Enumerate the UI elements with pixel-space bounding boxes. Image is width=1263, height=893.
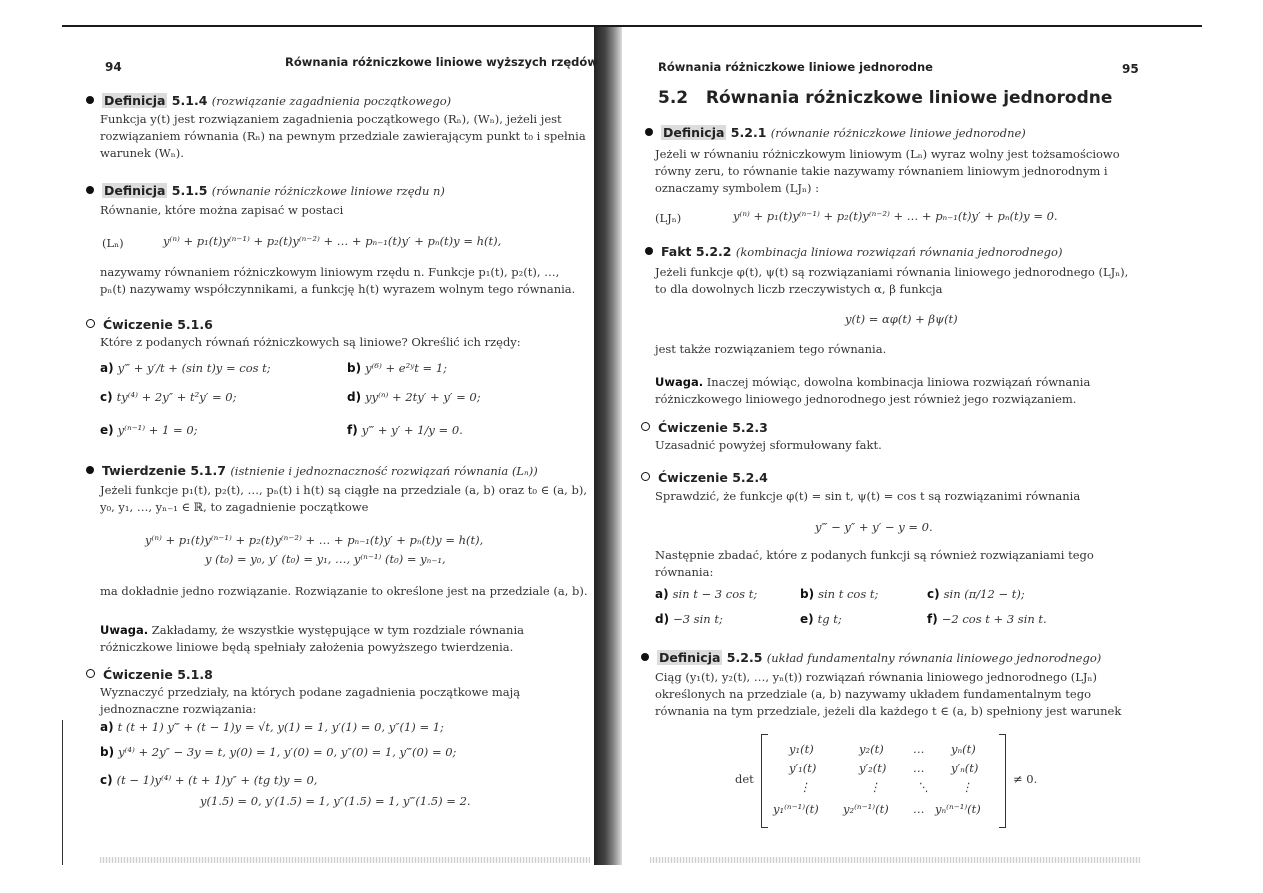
definition-5-1-4-heading: Definicja 5.1.4 (rozwiązanie zagadnienia początkowego): [86, 93, 451, 108]
equation-label: (LJₙ): [655, 211, 682, 225]
bullet-icon: [86, 96, 94, 104]
matrix-cell: yₙ⁽ⁿ⁻¹⁾(t): [935, 802, 981, 816]
exercise-item: b) sin t cos t;: [800, 587, 879, 601]
matrix-cell: y₂(t): [859, 742, 884, 756]
bullet-icon: [641, 653, 649, 661]
matrix-cell: y′ₙ(t): [951, 761, 979, 775]
exercise-5-2-4-text2: Następnie zbadać, które z podanych funkcji są również rozwiązaniami tego równania:: [655, 548, 1094, 579]
definition-5-1-4-text: Funkcja y(t) jest rozwiązaniem zagadnienia początkowego (Rₙ), (Wₙ), jeżeli jest rozwiązaniem równania (Rₙ) na pewnym przedziale zawierającym punkt t₀ i spełnia warunek (Wₙ).: [100, 112, 586, 160]
exercise-item: e) y⁽ⁿ⁻¹⁾ + 1 = 0;: [100, 423, 198, 437]
matrix-cell: y′₂(t): [859, 761, 887, 775]
matrix-cell: y₁(t): [789, 742, 814, 756]
circle-bullet-icon: [86, 319, 95, 328]
theorem-initial-conditions: y (t₀) = y₀, y′ (t₀) = y₁, …, y⁽ⁿ⁻¹⁾ (t₀) = yₙ₋₁,: [205, 552, 446, 566]
circle-bullet-icon: [86, 669, 95, 678]
exercise-item: e) tg t;: [800, 612, 842, 626]
theorem-5-1-7-conclusion: ma dokładnie jedno rozwiązanie. Rozwiązanie to określone jest na przedziale (a, b).: [100, 584, 588, 598]
matrix-cell: …: [913, 761, 925, 775]
exercise-item: b) y⁽⁶⁾ + e²ʸt = 1;: [347, 361, 448, 375]
exercise-5-2-4-heading: Ćwiczenie 5.2.4: [641, 470, 768, 485]
book-spine-shadow: [594, 27, 622, 865]
bullet-icon: [645, 128, 653, 136]
determinant-label: det: [735, 772, 754, 786]
exercise-item: c) sin (π/12 − t);: [927, 587, 1025, 601]
fact-5-2-2-text: Jeżeli funkcje φ(t), ψ(t) są rozwiązaniami równania liniowego jednorodnego (LJₙ), to dla dowolnych liczb rzeczywistych α, β funkcja: [655, 265, 1129, 296]
definition-5-2-1-heading: Definicja 5.2.1 (równanie różniczkowe liniowe jednorodne): [645, 125, 1026, 140]
exercise-item: a) t (t + 1) y‴ + (t − 1)y = √t, y(1) = 1, y′(1) = 0, y″(1) = 1;: [100, 720, 444, 734]
top-rule: [62, 25, 1202, 27]
definition-5-2-1-text: Jeżeli w równaniu różniczkowym liniowym (Lₙ) wyraz wolny jest tożsamościowo równy zeru, to równanie takie nazywamy równaniem liniowym jednorodnym i oznaczamy symbolem (LJₙ) :: [655, 147, 1120, 195]
running-header: Równania różniczkowe liniowe jednorodne: [658, 60, 933, 74]
matrix-cell: yₙ(t): [951, 742, 976, 756]
matrix-cell: y′₁(t): [789, 761, 817, 775]
remark: Uwaga. Inaczej mówiąc, dowolna kombinacja liniowa rozwiązań równania różniczkowego liniowego jednorodnego jest również jego rozwiązaniem.: [655, 375, 1091, 406]
bullet-icon: [86, 186, 94, 194]
equation-ljn: y⁽ⁿ⁾ + p₁(t)y⁽ⁿ⁻¹⁾ + p₂(t)y⁽ⁿ⁻²⁾ + … + pₙ₋₁(t)y′ + pₙ(t)y = 0.: [733, 209, 1058, 223]
matrix-cell: ⋮: [869, 780, 881, 794]
left-bracket: [761, 734, 768, 828]
exercise-item: f) y‴ + y′ + 1/y = 0.: [347, 423, 463, 437]
bottom-scan-noise: [650, 857, 1140, 863]
exercise-item: f) −2 cos t + 3 sin t.: [927, 612, 1047, 626]
exercise-item: c) (t − 1)y⁽⁴⁾ + (t + 1)y″ + (tg t)y = 0,: [100, 773, 318, 787]
definition-5-1-5-heading: Definicja 5.1.5 (równanie różniczkowe liniowe rzędu n): [86, 183, 445, 198]
exercise-5-1-6-text: Które z podanych równań różniczkowych są liniowe? Określić ich rzędy:: [100, 335, 521, 349]
page-number: 94: [105, 60, 122, 74]
matrix-cell: …: [913, 742, 925, 756]
circle-bullet-icon: [641, 422, 650, 431]
running-header: Równania różniczkowe liniowe wyższych rzędów: [285, 55, 598, 69]
fact-5-2-2-conclusion: jest także rozwiązaniem tego równania.: [655, 342, 887, 356]
exercise-equation: y‴ − y″ + y′ − y = 0.: [815, 520, 933, 534]
definition-5-1-5-intro: Równanie, które można zapisać w postaci: [100, 203, 344, 217]
not-equal-zero: ≠ 0.: [1013, 772, 1038, 786]
exercise-5-2-4-text: Sprawdzić, że funkcje φ(t) = sin t, ψ(t) = cos t są rozwiązanimi równania: [655, 489, 1081, 503]
theorem-5-1-7-text: Jeżeli funkcje p₁(t), p₂(t), …, pₙ(t) i h(t) są ciągłe na przedziale (a, b) oraz t₀ ∈ (a, b), y₀, y₁, …, yₙ₋₁ ∈ ℝ, to zagadnienie początkowe: [100, 483, 587, 514]
matrix-cell: y₂⁽ⁿ⁻¹⁾(t): [843, 802, 889, 816]
exercise-item: a) y‴ + y′/t + (sin t)y = cos t;: [100, 361, 271, 375]
exercise-5-2-3-heading: Ćwiczenie 5.2.3: [641, 420, 768, 435]
matrix-cell: y₁⁽ⁿ⁻¹⁾(t): [773, 802, 819, 816]
right-bracket: [999, 734, 1006, 828]
bullet-icon: [645, 247, 653, 255]
definition-5-2-5-heading: Definicja 5.2.5 (układ fundamentalny równania liniowego jednorodnego): [641, 650, 1101, 665]
equation-ln: y⁽ⁿ⁾ + p₁(t)y⁽ⁿ⁻¹⁾ + p₂(t)y⁽ⁿ⁻²⁾ + … + pₙ₋₁(t)y′ + pₙ(t)y = h(t),: [163, 234, 502, 248]
fact-5-2-2-heading: Fakt 5.2.2 (kombinacja liniowa rozwiązań równania jednorodnego): [645, 244, 1062, 259]
definition-5-1-5-text: nazywamy równaniem różniczkowym liniowym rzędu n. Funkcje p₁(t), p₂(t), …, pₙ(t) nazywamy współczynnikami, a funkcję h(t) wyrazem wolnym tego równania.: [100, 265, 576, 296]
bottom-scan-noise: [100, 857, 590, 863]
exercise-item: d) yy⁽ⁿ⁾ + 2ty′ + y′ = 0;: [347, 390, 481, 404]
matrix-cell: ⋮: [961, 780, 973, 794]
exercise-item: c) ty⁽⁴⁾ + 2y″ + t²y′ = 0;: [100, 390, 237, 404]
exercise-5-1-6-heading: Ćwiczenie 5.1.6: [86, 317, 213, 332]
matrix-cell: ⋮: [799, 780, 811, 794]
section-heading: 5.2 Równania różniczkowe liniowe jednorodne: [658, 88, 1113, 108]
exercise-item: d) −3 sin t;: [655, 612, 723, 626]
exercise-5-2-3-text: Uzasadnić powyżej sformułowany fakt.: [655, 438, 882, 452]
page-number: 95: [1122, 62, 1139, 76]
exercise-5-1-8-heading: Ćwiczenie 5.1.8: [86, 667, 213, 682]
equation-label: (Lₙ): [102, 236, 124, 250]
theorem-5-1-7-heading: Twierdzenie 5.1.7 (istnienie i jednoznaczność rozwiązań równania (Lₙ)): [86, 463, 538, 478]
remark: Uwaga. Zakładamy, że wszystkie występujące w tym rozdziale równania różniczkowe liniowe będą spełniały założenia powyższego twierdzenia.: [100, 623, 524, 654]
theorem-equation: y⁽ⁿ⁾ + p₁(t)y⁽ⁿ⁻¹⁾ + p₂(t)y⁽ⁿ⁻²⁾ + … + pₙ₋₁(t)y′ + pₙ(t)y = h(t),: [145, 533, 484, 547]
exercise-item-continuation: y(1.5) = 0, y′(1.5) = 1, y″(1.5) = 1, y‴(1.5) = 2.: [200, 794, 471, 808]
bullet-icon: [86, 466, 94, 474]
circle-bullet-icon: [641, 472, 650, 481]
exercise-item: b) y⁽⁴⁾ + 2y″ − 3y = t, y(0) = 1, y′(0) = 0, y″(0) = 1, y‴(0) = 0;: [100, 745, 457, 759]
fact-equation: y(t) = αφ(t) + βψ(t): [845, 312, 958, 326]
exercise-5-1-8-text: Wyznaczyć przedziały, na których podane zagadnienia początkowe mają jednoznaczne rozwiązania:: [100, 685, 521, 716]
determinant-matrix: [761, 734, 1006, 826]
left-edge-rule: [62, 720, 63, 865]
matrix-cell: ⋱: [917, 780, 929, 794]
definition-5-2-5-text: Ciąg (y₁(t), y₂(t), …, yₙ(t)) rozwiązań równania liniowego jednorodnego (LJₙ) określonych na przedziale (a, b) nazywamy układem fundamentalnym tego równania na tym przedziale, jeżeli dla każdego t ∈ (a, b) spełniony jest warunek: [655, 670, 1122, 718]
exercise-item: a) sin t − 3 cos t;: [655, 587, 758, 601]
matrix-cell: …: [913, 802, 925, 816]
